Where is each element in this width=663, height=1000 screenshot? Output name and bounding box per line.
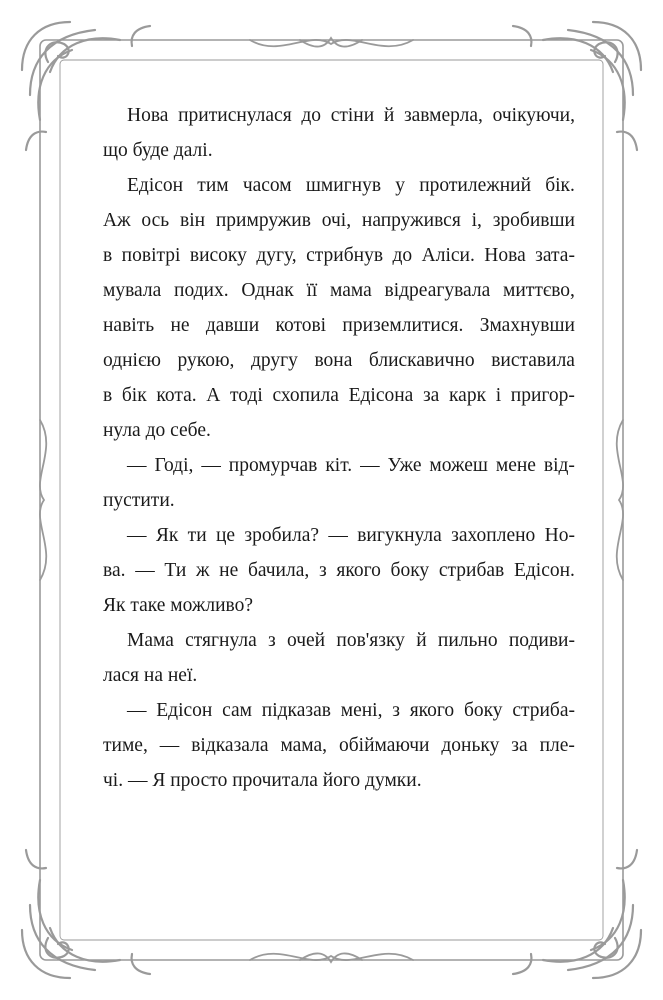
text-line: чі. — Я просто прочитала його думки. — [103, 770, 422, 791]
text-line: — Едісон сам підказав мені, з якого боку стриба- — [127, 700, 575, 721]
text-line: Мама стягнула з очей пов'язку й пильно подиви- — [127, 630, 575, 651]
text-line: пустити. — [103, 490, 175, 511]
text-line: Як таке можливо? — [103, 595, 254, 616]
text-line: в бік кота. А тоді схопила Едісона за карк і пригор- — [103, 385, 575, 406]
text-line: однією рукою, другу вона блискавично виставила — [103, 350, 575, 371]
text-line: навіть не давши котові приземлитися. Змахнувши — [103, 315, 575, 336]
page-text — [103, 98, 575, 798]
text-line: ва. — Ти ж не бачила, з якого боку стрибав Едісон. — [103, 560, 575, 581]
flourish-left — [40, 420, 46, 580]
text-line: в повітрі високу дугу, стрибнув до Аліси. Нова зата- — [103, 245, 575, 266]
text-line: нула до себе. — [103, 420, 211, 441]
text-line: — Годі, — промурчав кіт. — Уже можеш мене від- — [127, 455, 575, 476]
text-line: — Як ти це зробила? — вигукнула захоплено Но- — [127, 525, 575, 546]
flourish-right — [617, 420, 623, 580]
text-line: Аж ось він примружив очі, напружився і, зробивши — [103, 210, 575, 231]
text-line: тиме, — відказала мама, обіймаючи доньку за пле- — [103, 735, 575, 756]
text-line: що буде далі. — [103, 140, 213, 161]
text-line: Едісон тим часом шмигнув у протилежний бік. — [127, 175, 575, 196]
text-line: мувала подих. Однак її мама відреагувала миттєво, — [103, 280, 575, 301]
text-line: Нова притиснулася до стіни й завмерла, очікуючи, — [127, 105, 575, 126]
text-line: лася на неї. — [103, 665, 198, 686]
